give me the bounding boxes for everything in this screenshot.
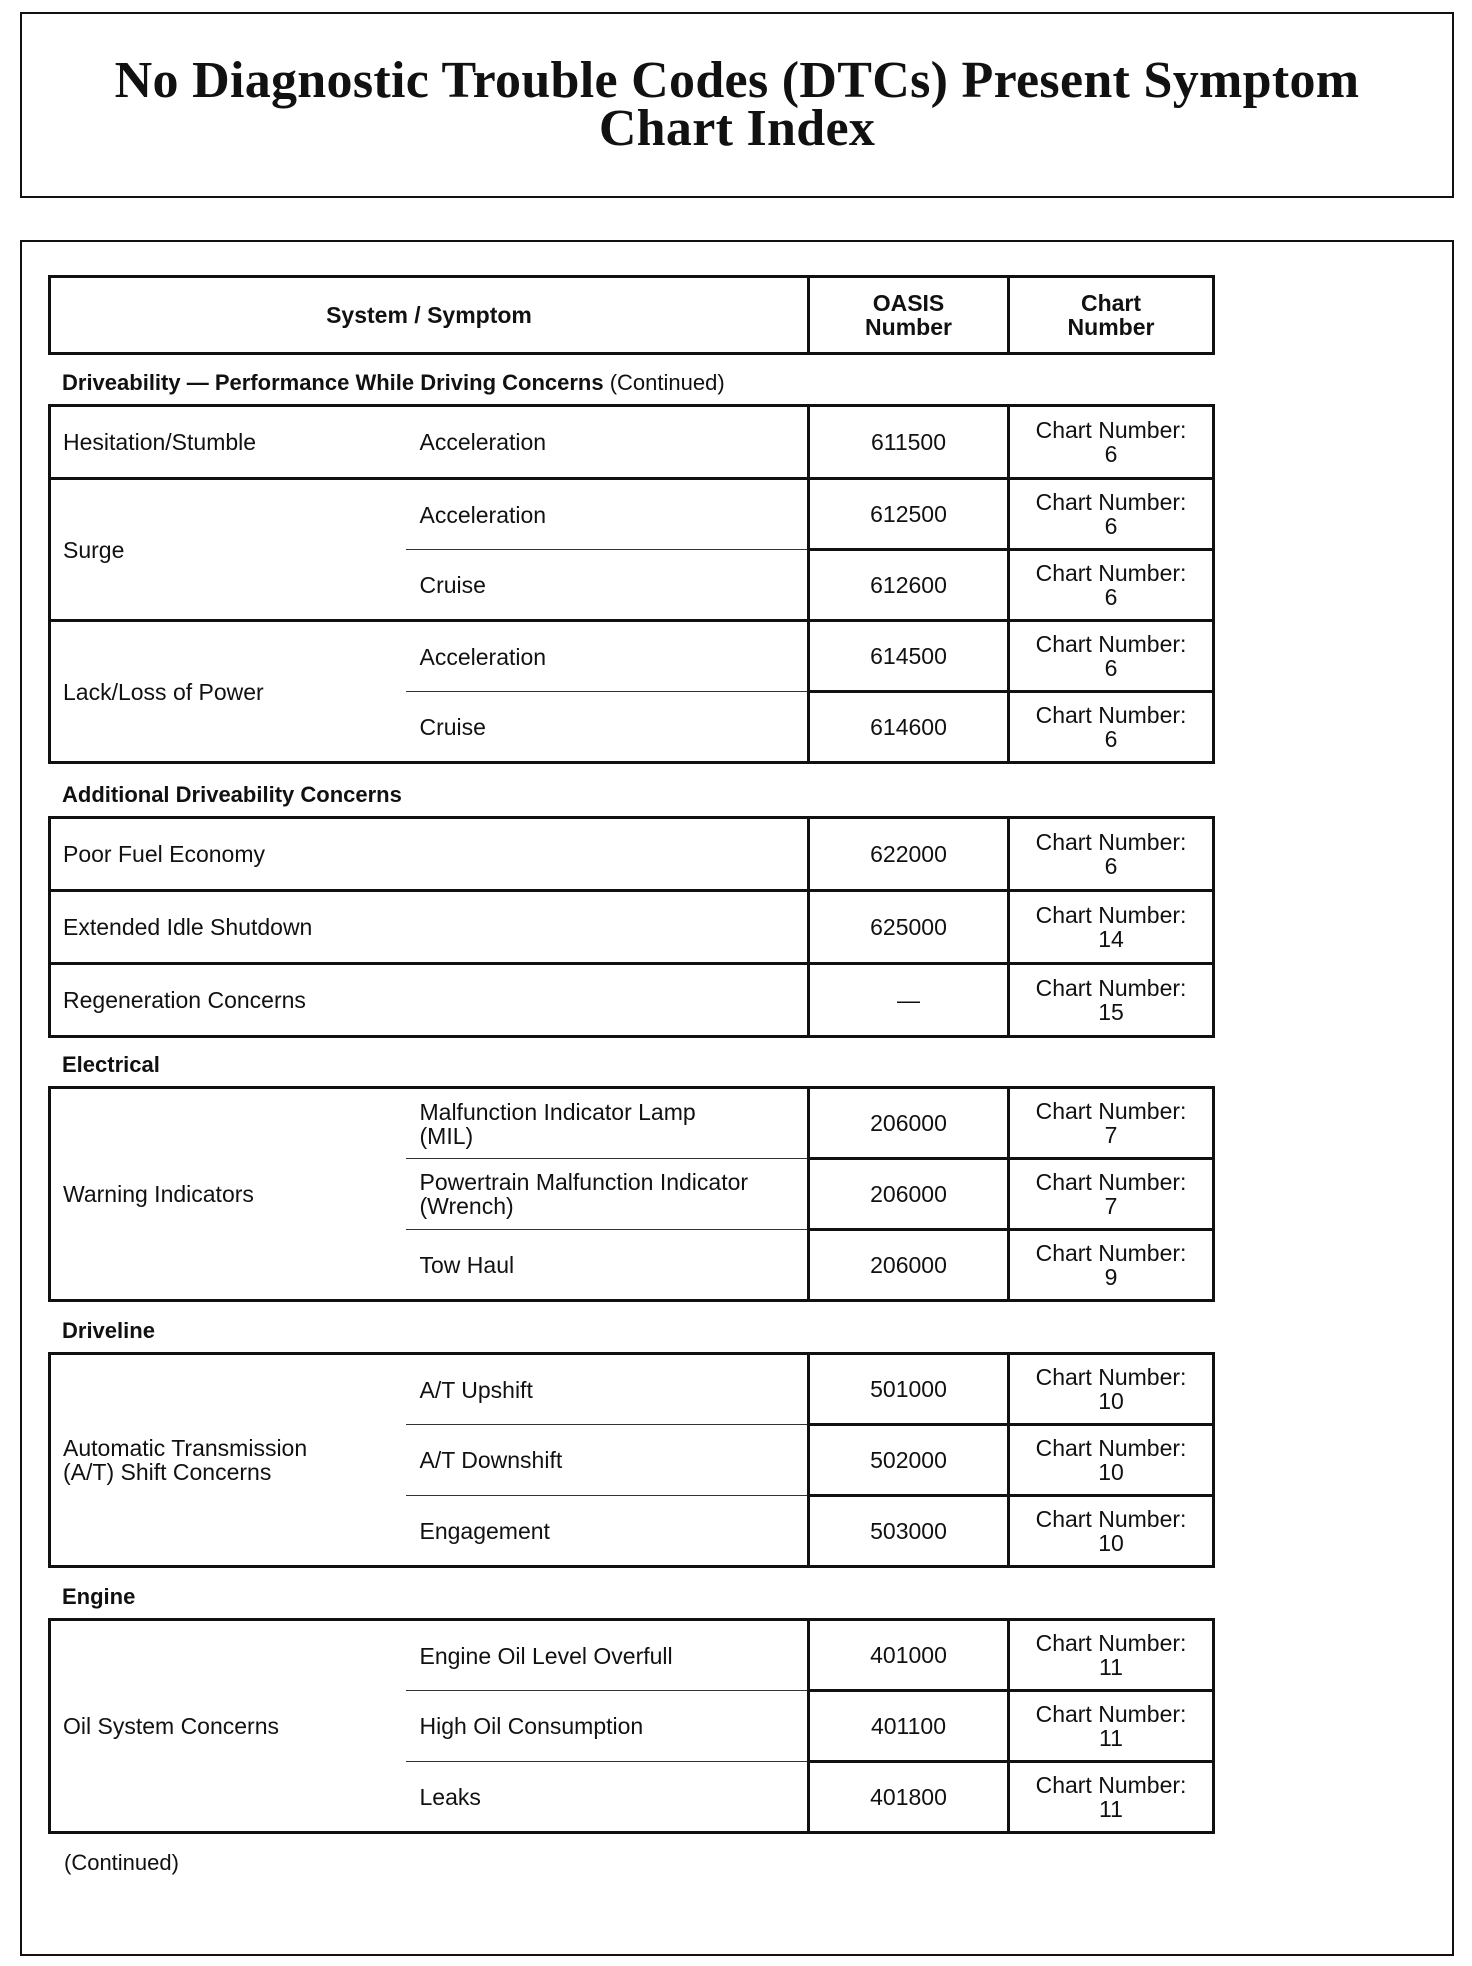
oasis-cell: 625000 [809, 891, 1009, 964]
chart-label: Chart Number: [1035, 1364, 1187, 1390]
chart-label: Chart Number: [1035, 702, 1187, 728]
header-oasis-number [809, 277, 1009, 354]
system-cell: Regeneration Concerns [50, 964, 809, 1037]
symptom-cell: Engine Oil Level Overfull [406, 1620, 809, 1691]
symptom-cell [406, 1088, 809, 1159]
chart-cell [1009, 550, 1214, 621]
symptom-cell: High Oil Consumption [406, 1691, 809, 1762]
header-oasis-line1: OASIS [872, 290, 945, 316]
oasis-cell: 206000 [809, 1159, 1009, 1230]
symptom-cell: A/T Upshift [406, 1354, 809, 1425]
chart-label: Chart Number: [1035, 902, 1187, 928]
table-row [50, 1620, 1214, 1691]
section-driveline-label: Driveline [62, 1318, 155, 1343]
chart-cell [1009, 1425, 1214, 1496]
system-cell: Surge [50, 479, 406, 621]
chart-value: 6 [1104, 655, 1118, 681]
table-row [50, 479, 1214, 550]
oasis-cell: 206000 [809, 1088, 1009, 1159]
symptom-line1: Powertrain Malfunction Indicator [419, 1169, 749, 1195]
additional-table [48, 816, 1215, 1038]
table-row [50, 964, 1214, 1037]
continued-note: (Continued) [64, 1850, 179, 1875]
section-driveability-title: Driveability — Performance While Driving Concerns [62, 370, 604, 395]
section-additional-label: Additional Driveability Concerns [62, 782, 402, 807]
chart-label: Chart Number: [1035, 489, 1187, 515]
symptom-line1: Malfunction Indicator Lamp [419, 1098, 696, 1125]
system-cell: Lack/Loss of Power [50, 621, 406, 763]
chart-label: Chart Number: [1035, 631, 1187, 657]
oasis-cell: 612500 [809, 479, 1009, 550]
chart-value: 11 [1099, 1796, 1123, 1822]
chart-cell [1009, 964, 1214, 1037]
driveability-table [48, 404, 1215, 764]
chart-label: Chart Number: [1035, 1772, 1187, 1798]
symptom-cell: Leaks [406, 1762, 809, 1833]
chart-cell [1009, 1496, 1214, 1567]
chart-value: 10 [1098, 1530, 1124, 1556]
chart-cell [1009, 818, 1214, 891]
table-row [50, 891, 1214, 964]
chart-cell [1009, 1691, 1214, 1762]
chart-value: 11 [1099, 1654, 1123, 1680]
chart-value: 6 [1104, 726, 1118, 752]
chart-value: 7 [1104, 1193, 1118, 1219]
oasis-cell: 401000 [809, 1620, 1009, 1691]
symptom-cell: Acceleration [406, 406, 809, 479]
chart-value: 9 [1104, 1264, 1118, 1290]
oasis-cell: 612600 [809, 550, 1009, 621]
chart-cell [1009, 1159, 1214, 1230]
oasis-cell: 501000 [809, 1354, 1009, 1425]
symptom-line2: (Wrench) [419, 1193, 514, 1219]
symptom-line2: (MIL) [419, 1122, 474, 1149]
system-cell: Extended Idle Shutdown [50, 891, 809, 964]
symptom-cell: Cruise [406, 550, 809, 621]
chart-label: Chart Number: [1035, 1630, 1187, 1656]
chart-cell [1009, 406, 1214, 479]
chart-value: 14 [1098, 926, 1124, 952]
table-row [50, 621, 1214, 692]
chart-label: Chart Number: [1035, 1435, 1187, 1461]
oasis-cell: 502000 [809, 1425, 1009, 1496]
system-line2: (A/T) Shift Concerns [63, 1459, 272, 1485]
section-engine-label: Engine [62, 1584, 136, 1609]
chart-cell [1009, 479, 1214, 550]
system-cell: Oil System Concerns [50, 1620, 406, 1833]
oasis-cell: — [809, 964, 1009, 1037]
oasis-cell: 401800 [809, 1762, 1009, 1833]
title-box [20, 12, 1454, 198]
header-system-symptom: System / Symptom [50, 277, 809, 354]
chart-value: 15 [1098, 999, 1124, 1025]
chart-label: Chart Number: [1035, 1506, 1187, 1532]
header-table [48, 275, 1215, 355]
chart-label: Chart Number: [1035, 417, 1187, 443]
system-line1: Automatic Transmission [63, 1435, 308, 1461]
table-row [50, 1088, 1214, 1159]
symptom-cell: Acceleration [406, 621, 809, 692]
chart-cell [1009, 1354, 1214, 1425]
chart-label: Chart Number: [1035, 560, 1187, 586]
oasis-cell: 622000 [809, 818, 1009, 891]
table-row [50, 1354, 1214, 1425]
section-driveability-label [62, 370, 725, 396]
chart-value: 10 [1098, 1459, 1124, 1485]
chart-cell [1009, 621, 1214, 692]
header-chart-line1: Chart [1080, 290, 1142, 316]
chart-value: 11 [1099, 1725, 1123, 1751]
table-row [50, 406, 1214, 479]
chart-label: Chart Number: [1035, 1701, 1187, 1727]
header-oasis-line2: Number [865, 314, 952, 340]
section-driveability-continued: (Continued) [609, 370, 725, 395]
header-row [50, 277, 1214, 354]
chart-cell [1009, 1230, 1214, 1301]
table-row [50, 818, 1214, 891]
chart-value: 6 [1104, 584, 1118, 610]
system-cell: Poor Fuel Economy [50, 818, 809, 891]
oasis-cell: 206000 [809, 1230, 1009, 1301]
system-cell: Hesitation/Stumble [50, 406, 406, 479]
system-cell: Warning Indicators [50, 1088, 406, 1301]
symptom-cell: Tow Haul [406, 1230, 809, 1301]
chart-label: Chart Number: [1035, 1098, 1187, 1124]
chart-cell [1009, 1762, 1214, 1833]
oasis-cell: 401100 [809, 1691, 1009, 1762]
page-title-line-1: No Diagnostic Trouble Codes (DTCs) Present Symptom [114, 52, 1360, 109]
oasis-cell: 503000 [809, 1496, 1009, 1567]
chart-cell [1009, 891, 1214, 964]
chart-value: 6 [1104, 513, 1118, 539]
symptom-cell: Acceleration [406, 479, 809, 550]
chart-label: Chart Number: [1035, 975, 1187, 1001]
oasis-cell: 614500 [809, 621, 1009, 692]
electrical-table [48, 1086, 1215, 1302]
chart-cell [1009, 692, 1214, 763]
chart-cell [1009, 1088, 1214, 1159]
page-title-line-2: Chart Index [598, 100, 876, 157]
system-cell [50, 1354, 406, 1567]
engine-table [48, 1618, 1215, 1834]
chart-value: 10 [1098, 1388, 1124, 1414]
chart-value: 6 [1104, 441, 1118, 467]
header-chart-number [1009, 277, 1214, 354]
symptom-cell: Engagement [406, 1496, 809, 1567]
oasis-cell: 611500 [809, 406, 1009, 479]
chart-value: 7 [1104, 1122, 1118, 1148]
symptom-cell: Cruise [406, 692, 809, 763]
section-electrical-label: Electrical [62, 1052, 160, 1077]
chart-cell [1009, 1620, 1214, 1691]
chart-value: 6 [1104, 853, 1118, 879]
driveline-table [48, 1352, 1215, 1568]
chart-label: Chart Number: [1035, 829, 1187, 855]
chart-label: Chart Number: [1035, 1169, 1187, 1195]
header-chart-line2: Number [1067, 314, 1155, 340]
symptom-cell [406, 1159, 809, 1230]
symptom-cell: A/T Downshift [406, 1425, 809, 1496]
oasis-cell: 614600 [809, 692, 1009, 763]
chart-label: Chart Number: [1035, 1240, 1187, 1266]
